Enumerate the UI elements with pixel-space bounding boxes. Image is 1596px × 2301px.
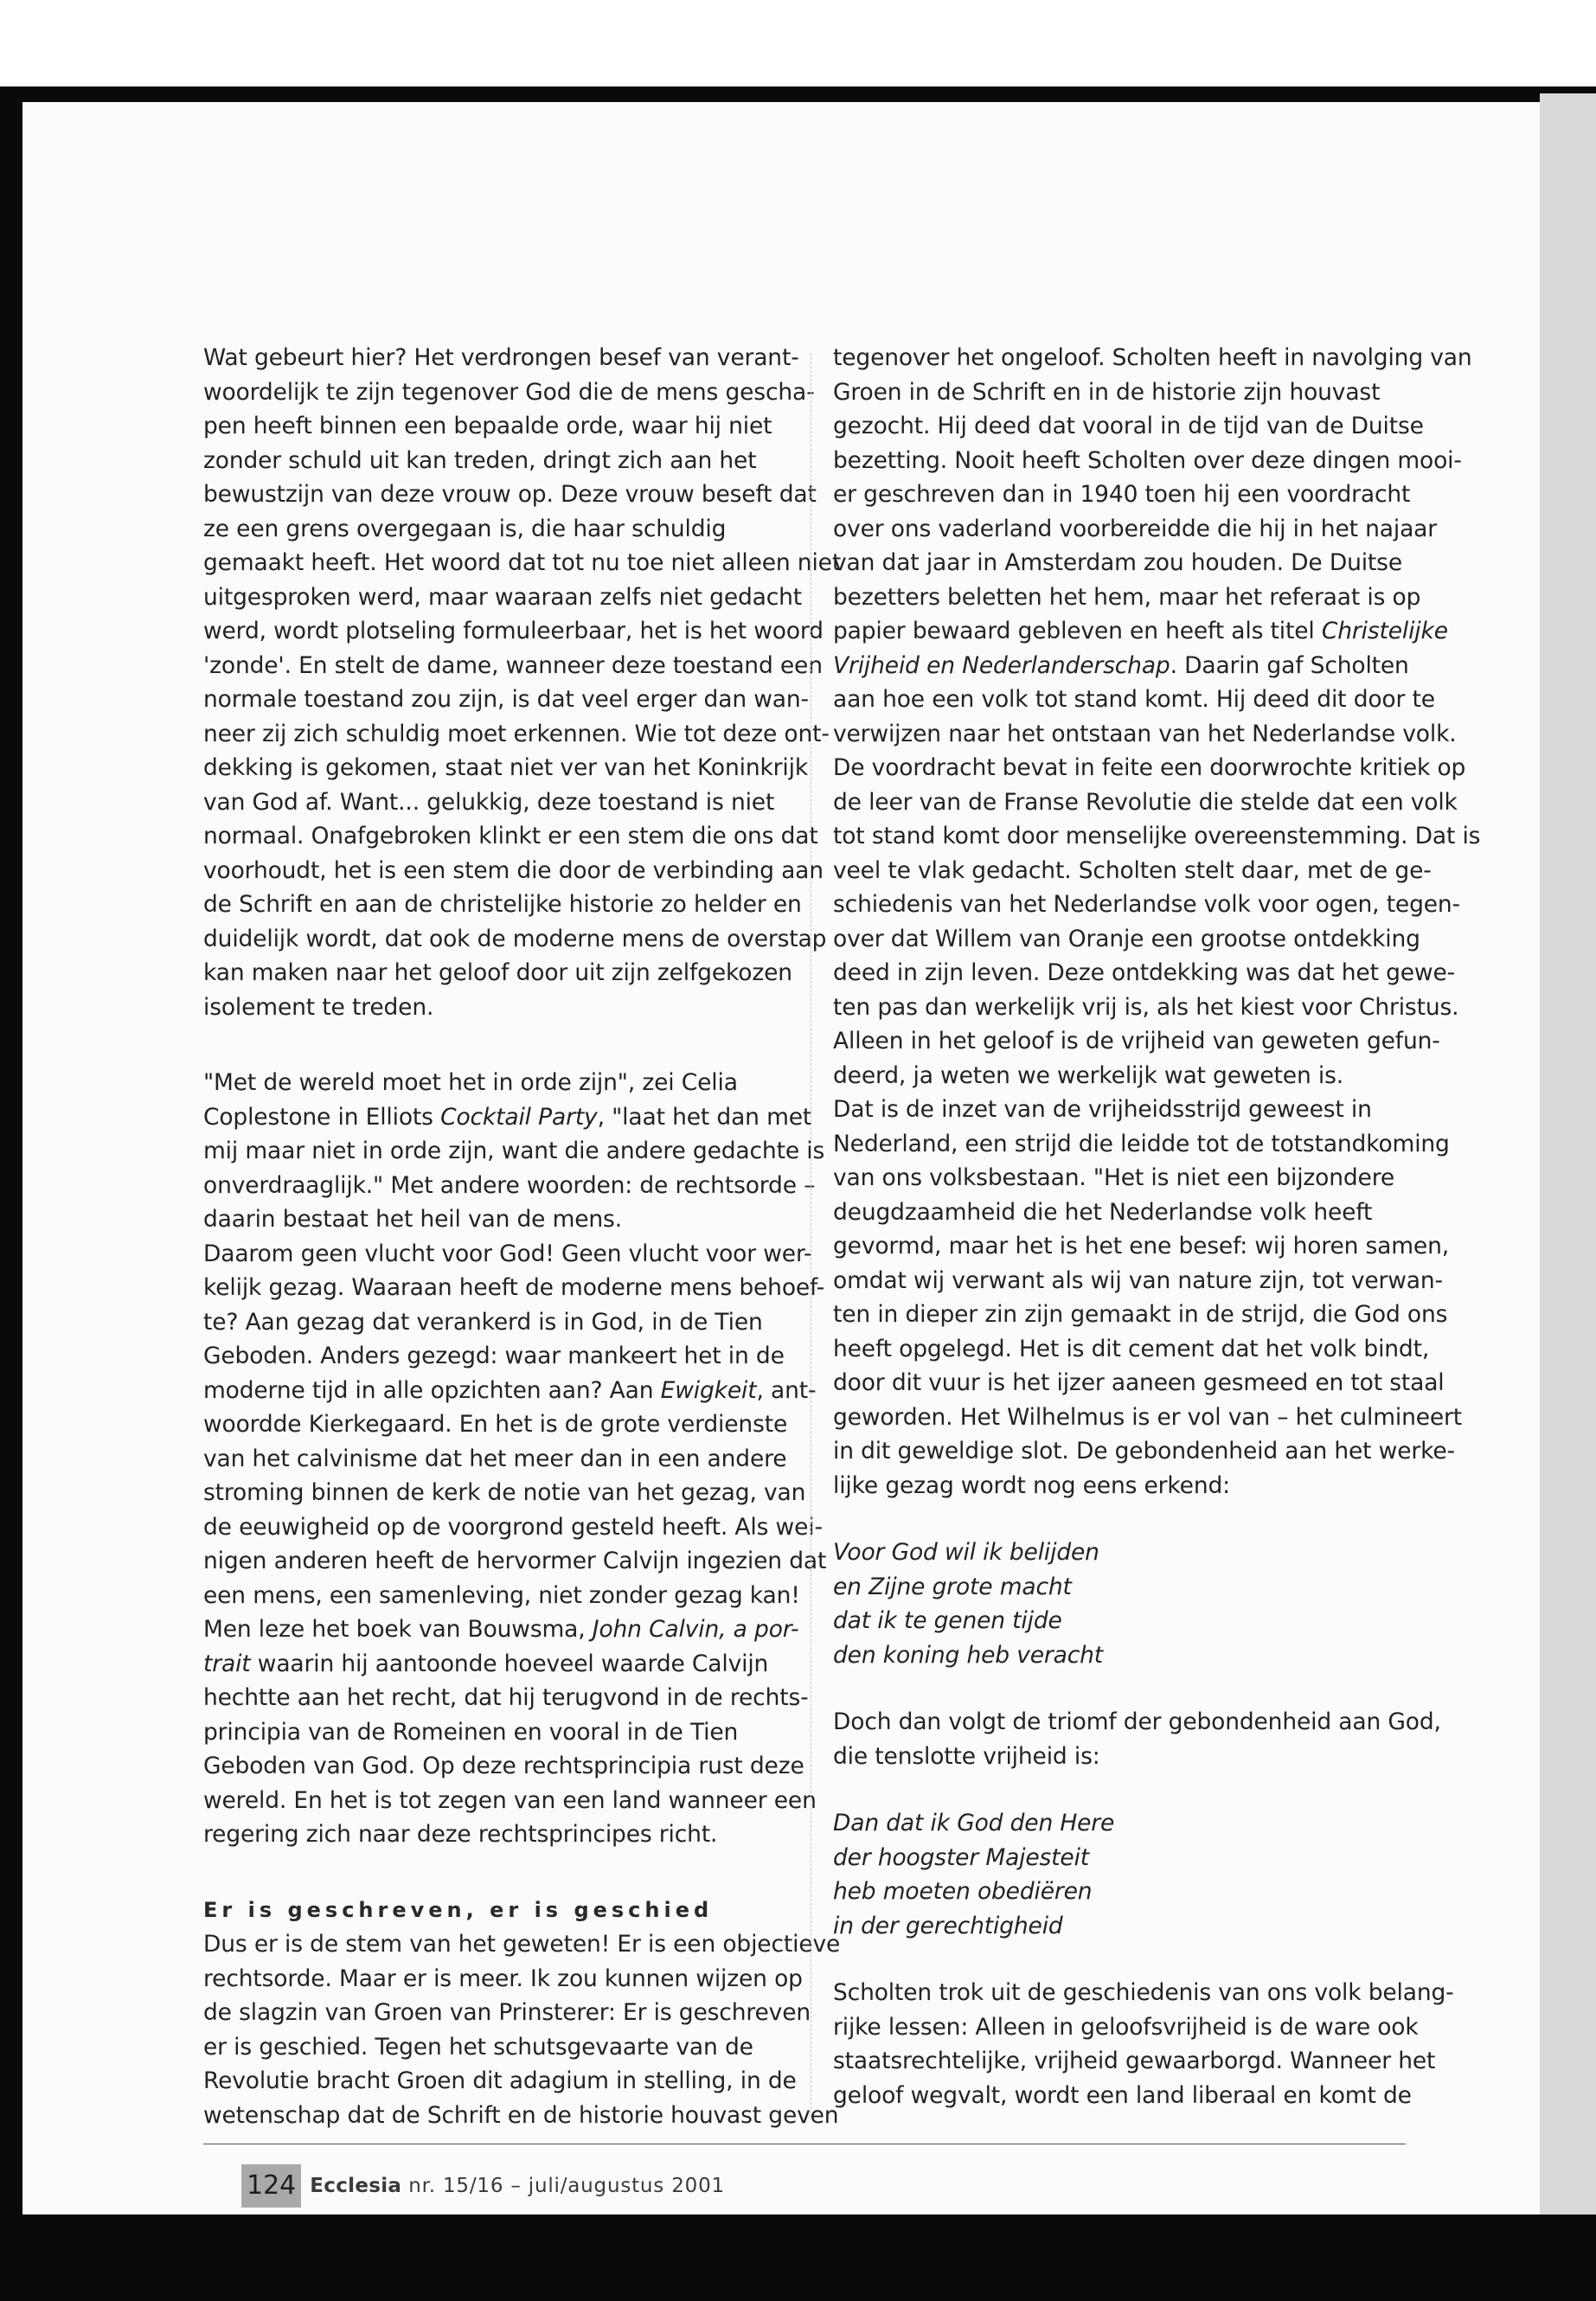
text-line: dekking is gekomen, staat niet ver van het Koninkrijk — [203, 754, 809, 781]
paragraph-cocktail-party — [203, 1066, 827, 1852]
text-line: van ons volksbestaan. "Het is niet een bijzondere — [833, 1164, 1395, 1191]
text-line: zonder schuld uit kan treden, dringt zich aan het — [203, 446, 757, 474]
text-line: Men leze het boek van Bouwsma, John Calvin, a por- — [203, 1616, 799, 1643]
scan-background — [0, 0, 1596, 93]
text-line: "Met de wereld moet het in orde zijn", zei Celia — [203, 1069, 738, 1096]
text-line: geworden. Het Wilhelmus is er vol van – het culmineert — [833, 1403, 1463, 1431]
scan-border-bottom — [0, 2214, 1596, 2301]
book-title: trait — [203, 1650, 251, 1677]
text-line: omdat wij verwant als wij van nature zijn, tot verwan- — [833, 1266, 1443, 1294]
verse-line: Voor God wil ik belijden — [833, 1539, 1099, 1566]
section-heading: Er is geschreven, er is geschied — [203, 1897, 714, 1922]
verse-line: heb moeten obediëren — [833, 1878, 1093, 1905]
text-line: uitgesproken werd, maar waaraan zelfs niet gedacht — [203, 583, 803, 611]
text-line: Nederland, een strijd die leidde tot de totstandkoming — [833, 1130, 1450, 1157]
paragraph-scholten — [833, 341, 1481, 1503]
verse-line: den koning heb veracht — [833, 1641, 1104, 1669]
text-line: een mens, een samenleving, niet zonder gezag kan! — [203, 1581, 800, 1609]
text-line: onverdraaglijk." Met andere woorden: de rechtsorde – — [203, 1171, 816, 1199]
text-line: Dus er is de stem van het geweten! Er is een objectieve — [203, 1931, 841, 1958]
text-line: duidelijk wordt, dat ook de moderne mens de overstap — [203, 925, 827, 952]
text-line: Geboden van God. Op deze rechtsprincipia rust deze — [203, 1753, 804, 1779]
book-title: Christelijke — [1321, 618, 1448, 644]
text-line: door dit vuur is het ijzer aaneen gesmeed en tot staal — [833, 1369, 1445, 1396]
text-line: Scholten trok uit de geschiedenis van ons volk belang- — [833, 1979, 1454, 2006]
text-line: gezocht. Hij deed dat vooral in de tijd van de Duitse — [833, 413, 1424, 439]
text-line: veel te vlak gedacht. Scholten stelt daar, met de ge- — [833, 856, 1432, 884]
text-line: bezetting. Nooit heeft Scholten over deze dingen mooi- — [833, 446, 1462, 474]
book-title: Cocktail Party — [440, 1103, 598, 1131]
journal-name: Ecclesia — [310, 2175, 402, 2197]
text-line: kelijk gezag. Waaraan heeft de moderne mens behoef- — [203, 1274, 825, 1301]
text-line: trait waarin hij aantoonde hoeveel waarde Calvijn — [203, 1650, 769, 1677]
text-line: lijke gezag wordt nog eens erkend: — [833, 1471, 1230, 1499]
text-line: de eeuwigheid op de voorgrond gesteld heeft. Als wei- — [203, 1513, 823, 1541]
text-line: daarin bestaat het heil van de mens. — [203, 1206, 622, 1233]
text-line: te? Aan gezag dat verankerd is in God, in de Tien — [203, 1308, 763, 1336]
text-line: Dat is de inzet van de vrijheidsstrijd geweest in — [833, 1096, 1372, 1123]
text-line: woordde Kierkegaard. En het is de grote verdienste — [203, 1411, 788, 1438]
text-line: Geboden. Anders gezegd: waar mankeert het in de — [203, 1343, 785, 1369]
page-footer — [241, 2163, 725, 2208]
paragraph-lessen — [833, 1976, 1454, 2112]
text-line: Revolutie bracht Groen dit adagium in stelling, in de — [203, 2067, 797, 2094]
scan-border-left — [0, 87, 22, 2301]
text-line: hechtte aan het recht, dat hij terugvond in de rechts- — [203, 1684, 809, 1711]
text-line: aan hoe een volk tot stand komt. Hij deed dit door te — [833, 686, 1435, 713]
text-line: de leer van de Franse Revolutie die stelde dat een volk — [833, 788, 1458, 816]
left-column — [203, 341, 842, 2132]
text-line: deugdzaamheid die het Nederlandse volk heeft — [833, 1198, 1373, 1226]
text-line: er geschreven dan in 1940 toen hij een voordracht — [833, 481, 1411, 508]
text-line: moderne tijd in alle opzichten aan? Aan Ewigkeit, ant- — [203, 1376, 817, 1404]
paragraph-groen — [203, 1927, 841, 2132]
wilhelmus-verse-2 — [833, 1806, 1404, 1943]
text-line: van God af. Want... gelukkig, deze toestand is niet — [203, 788, 775, 816]
paragraph-intro — [203, 341, 842, 1024]
book-title: Vrijheid en Nederlanderschap — [833, 651, 1170, 679]
text-line: de Schrift en aan de christelijke historie zo helder en — [203, 891, 802, 918]
text-line: de slagzin van Groen van Prinsterer: Er is geschreven — [203, 1999, 811, 2026]
text-line: normaal. Onafgebroken klinkt er een stem die ons dat — [203, 823, 818, 849]
verse-line: der hoogster Majesteit — [833, 1843, 1090, 1871]
text-line: neer zij zich schuldig moet erkennen. Wie tot deze ont- — [203, 720, 830, 747]
text-line: 'zonde'. En stelt de dame, wanneer deze toestand een — [203, 651, 823, 679]
text-line: Daarom geen vlucht voor God! Geen vlucht voor wer- — [203, 1240, 812, 1267]
text-line: over ons vaderland voorbereidde die hij in het najaar — [833, 515, 1437, 542]
text-line: Vrijheid en Nederlanderschap. Daarin gaf Scholten — [833, 651, 1409, 679]
text-line: werd, wordt plotseling formuleerbaar, het is het woord — [203, 618, 824, 644]
text-line: deerd, ja weten we werkelijk wat geweten is. — [833, 1061, 1344, 1089]
text-line: Coplestone in Elliots Cocktail Party, "laat het dan met — [203, 1103, 812, 1131]
text-line: Groen in de Schrift en in de historie zijn houvast — [833, 378, 1381, 406]
text-line: De voordracht bevat in feite een doorwrochte kritiek op — [833, 754, 1466, 781]
text-line: die tenslotte vrijheid is: — [833, 1742, 1100, 1770]
text-line: tot stand komt door menselijke overeenstemming. Dat is — [833, 823, 1481, 849]
text-line: staatsrechtelijke, vrijheid gewaarborgd. Wanneer het — [833, 2048, 1436, 2074]
text-line: wetenschap dat de Schrift en de historie houvast geven — [203, 2101, 839, 2129]
text-line: papier bewaard gebleven en heeft als titel Christelijke — [833, 618, 1448, 644]
text-line: gemaakt heeft. Het woord dat tot nu toe niet alleen niet — [203, 549, 842, 576]
text-line: mij maar niet in orde zijn, want die andere gedachte is — [203, 1138, 825, 1164]
verse-line: en Zijne grote macht — [833, 1573, 1072, 1600]
text-line: regering zich naar deze rechtsprincipes richt. — [203, 1821, 718, 1848]
text-line: in dit geweldige slot. De gebondenheid aan het werke- — [833, 1438, 1455, 1465]
page-number: 124 — [241, 2164, 301, 2208]
text-line: pen heeft binnen een bepaalde orde, waar hij niet — [203, 413, 772, 439]
book-title: John Calvin, a por- — [592, 1616, 799, 1643]
text-line: ten pas dan werkelijk vrij is, als het kiest voor Christus. — [833, 993, 1459, 1021]
right-column — [833, 341, 1481, 2112]
text-line: rechtsorde. Maar er is meer. Ik zou kunnen wijzen op — [203, 1965, 803, 1992]
emphasis: Ewigkeit — [660, 1376, 757, 1404]
text-line: bezetters beletten het hem, maar het referaat is op — [833, 583, 1421, 611]
text-line: voorhoudt, het is een stem die door de verbinding aan — [203, 856, 824, 884]
text-line: geloof wegvalt, wordt een land liberaal en komt de — [833, 2081, 1412, 2109]
text-line: heeft opgelegd. Het is dit cement dat het volk bindt, — [833, 1335, 1430, 1362]
text-line: gevormd, maar het is het ene besef: wij horen samen, — [833, 1233, 1450, 1259]
text-line: nigen anderen heeft de hervormer Calvijn ingezien dat — [203, 1548, 827, 1574]
scan-page-edge — [1540, 93, 1596, 2214]
text-line: kan maken naar het geloof door uit zijn zelfgekozen — [203, 959, 792, 986]
text-line: ten in dieper zin zijn gemaakt in de strijd, die God ons — [833, 1301, 1448, 1328]
paragraph-triomf — [833, 1705, 1441, 1773]
text-line: over dat Willem van Oranje een grootse ontdekking — [833, 925, 1420, 952]
text-line: ze een grens overgegaan is, die haar schuldig — [203, 515, 727, 542]
text-line: wereld. En het is tot zegen van een land wanneer een — [203, 1786, 817, 1814]
wilhelmus-verse-1 — [833, 1535, 1404, 1672]
issue-info: nr. 15/16 – juli/augustus 2001 — [408, 2175, 725, 2197]
text-line: woordelijk te zijn tegenover God die de mens gescha- — [203, 378, 815, 406]
text-line: er is geschied. Tegen het schutsgevaarte van de — [203, 2033, 753, 2061]
text-line: van het calvinisme dat het meer dan in een andere — [203, 1445, 787, 1472]
verse-line: dat ik te genen tijde — [833, 1607, 1062, 1634]
verse-line: Dan dat ik God den Here — [833, 1810, 1115, 1836]
text-line: isolement te treden. — [203, 993, 434, 1021]
verse-line: in der gerechtigheid — [833, 1912, 1063, 1939]
text-line: bewustzijn van deze vrouw op. Deze vrouw beseft dat — [203, 481, 817, 508]
text-line: rijke lessen: Alleen in geloofsvrijheid is de ware ook — [833, 2013, 1419, 2041]
text-line: schiedenis van het Nederlandse volk voor ogen, tegen- — [833, 891, 1460, 918]
text-line: tegenover het ongeloof. Scholten heeft in navolging van — [833, 344, 1472, 371]
text-line: stroming binnen de kerk de notie van het gezag, van — [203, 1479, 806, 1506]
text-line: Wat gebeurt hier? Het verdrongen besef van verant- — [203, 344, 799, 371]
text-line: Doch dan volgt de triomf der gebondenheid aan God, — [833, 1708, 1441, 1735]
text-line: verwijzen naar het ontstaan van het Nederlandse volk. — [833, 720, 1457, 747]
text-line: Alleen in het geloof is de vrijheid van geweten gefun- — [833, 1028, 1440, 1054]
text-line: van dat jaar in Amsterdam zou houden. De Duitse — [833, 549, 1402, 576]
text-line: normale toestand zou zijn, is dat veel erger dan wan- — [203, 686, 809, 713]
document-page — [22, 102, 1540, 2214]
text-line: deed in zijn leven. Deze ontdekking was dat het gewe- — [833, 959, 1456, 986]
text-line: principia van de Romeinen en vooral in de Tien — [203, 1718, 739, 1746]
